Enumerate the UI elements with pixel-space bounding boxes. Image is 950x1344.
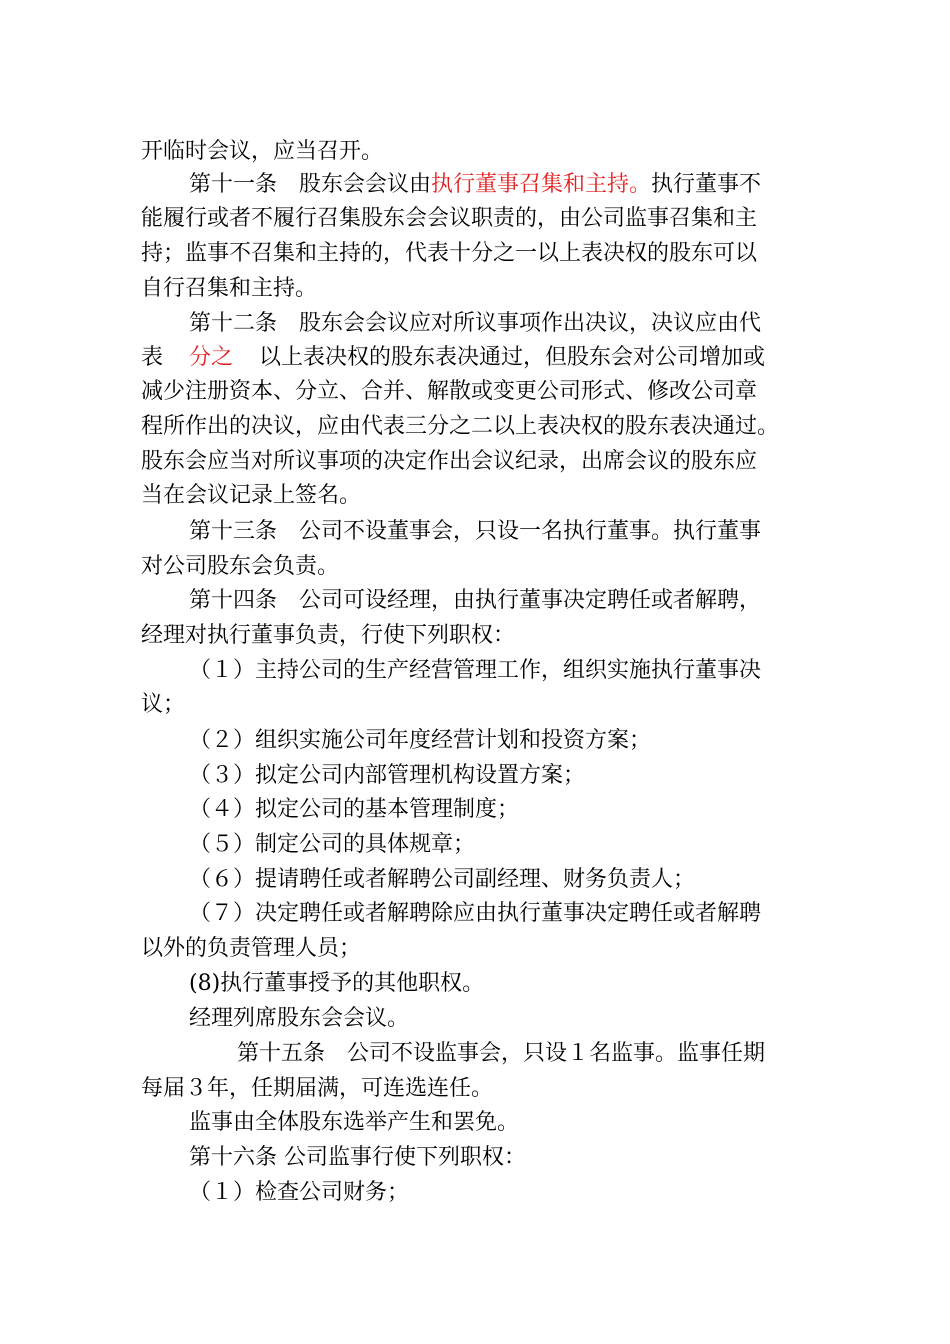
article-12-heading-line: 第十二条 股东会会议应对所议事项作出决议，决议应由代 — [189, 311, 762, 336]
list-item-1: （１）主持公司的生产经营管理工作，组织实施执行董事决 — [189, 658, 762, 683]
text-line-31: （１）检查公司财务； — [189, 1180, 410, 1205]
highlighted-fraction: 分之 — [189, 345, 234, 370]
text-line-3: 能履行或者不履行召集股东会会议职责的，由公司监事召集和主 — [141, 206, 758, 231]
list-item-2: （２）组织实施公司年度经营计划和投资方案； — [189, 728, 652, 753]
text-line-4: 持；监事不召集和主持的，代表十分之一以上表决权的股东可以 — [141, 241, 758, 266]
article-15-heading-line: 第十五条 公司不设监事会，只设１名监事。监事任期 — [237, 1041, 766, 1066]
highlighted-text: 执行董事召集和主持。 — [431, 172, 652, 197]
text-line-13: 对公司股东会负责。 — [141, 554, 340, 579]
text-line-28: 每届３年，任期届满，可连选连任。 — [141, 1076, 494, 1101]
list-item-7: （７）决定聘任或者解聘除应由执行董事决定聘任或者解聘 — [189, 901, 762, 926]
text-line-9: 程所作出的决议，应由代表三分之二以上表决权的股东表决通过。 — [141, 414, 780, 439]
list-item-7-cont: 以外的负责管理人员； — [141, 936, 362, 961]
text-line-15: 经理对执行董事负责，行使下列职权： — [141, 623, 516, 648]
article-11-heading-line — [189, 170, 761, 200]
text-line-29: 监事由全体股东选举产生和罢免。 — [189, 1110, 520, 1135]
text-line-5: 自行召集和主持。 — [141, 276, 318, 301]
article-12-text-cont: 以上表决权的股东表决通过，但股东会对公司增加或 — [259, 345, 766, 370]
text-line-1: 开临时会议，应当召开。 — [141, 139, 384, 164]
list-item-6: （６）提请聘任或者解聘公司副经理、财务负责人； — [189, 867, 696, 892]
list-item-4: （４）拟定公司的基本管理制度； — [189, 797, 520, 822]
article-14-heading-line: 第十四条 公司可设经理，由执行董事决定聘任或者解聘， — [189, 588, 762, 613]
list-item-3: （３）拟定公司内部管理机构设置方案； — [189, 763, 586, 788]
text-line-26: 经理列席股东会会议。 — [189, 1006, 410, 1031]
list-item-8: (8)执行董事授予的其他职权。 — [189, 971, 485, 996]
article-16-heading-line: 第十六条 公司监事行使下列职权： — [189, 1145, 526, 1170]
text-line-11: 当在会议记录上签名。 — [141, 483, 362, 508]
text-line-8: 减少注册资本、分立、合并、解散或变更公司形式、修改公司章 — [141, 379, 758, 404]
article-12-text: 表 — [141, 345, 164, 370]
list-item-1-cont: 议； — [141, 692, 186, 717]
text-line-10: 股东会应当对所议事项的决定作出会议纪录，出席会议的股东应 — [141, 449, 758, 474]
article-11-text: 第十一条 股东会会议由 — [189, 172, 432, 197]
article-11-text-cont: 执行董事不 — [651, 172, 762, 197]
list-item-5: （５）制定公司的具体规章； — [189, 832, 476, 857]
article-13-heading-line: 第十三条 公司不设董事会，只设一名执行董事。执行董事 — [189, 519, 762, 544]
article-12-line-2 — [141, 343, 765, 373]
